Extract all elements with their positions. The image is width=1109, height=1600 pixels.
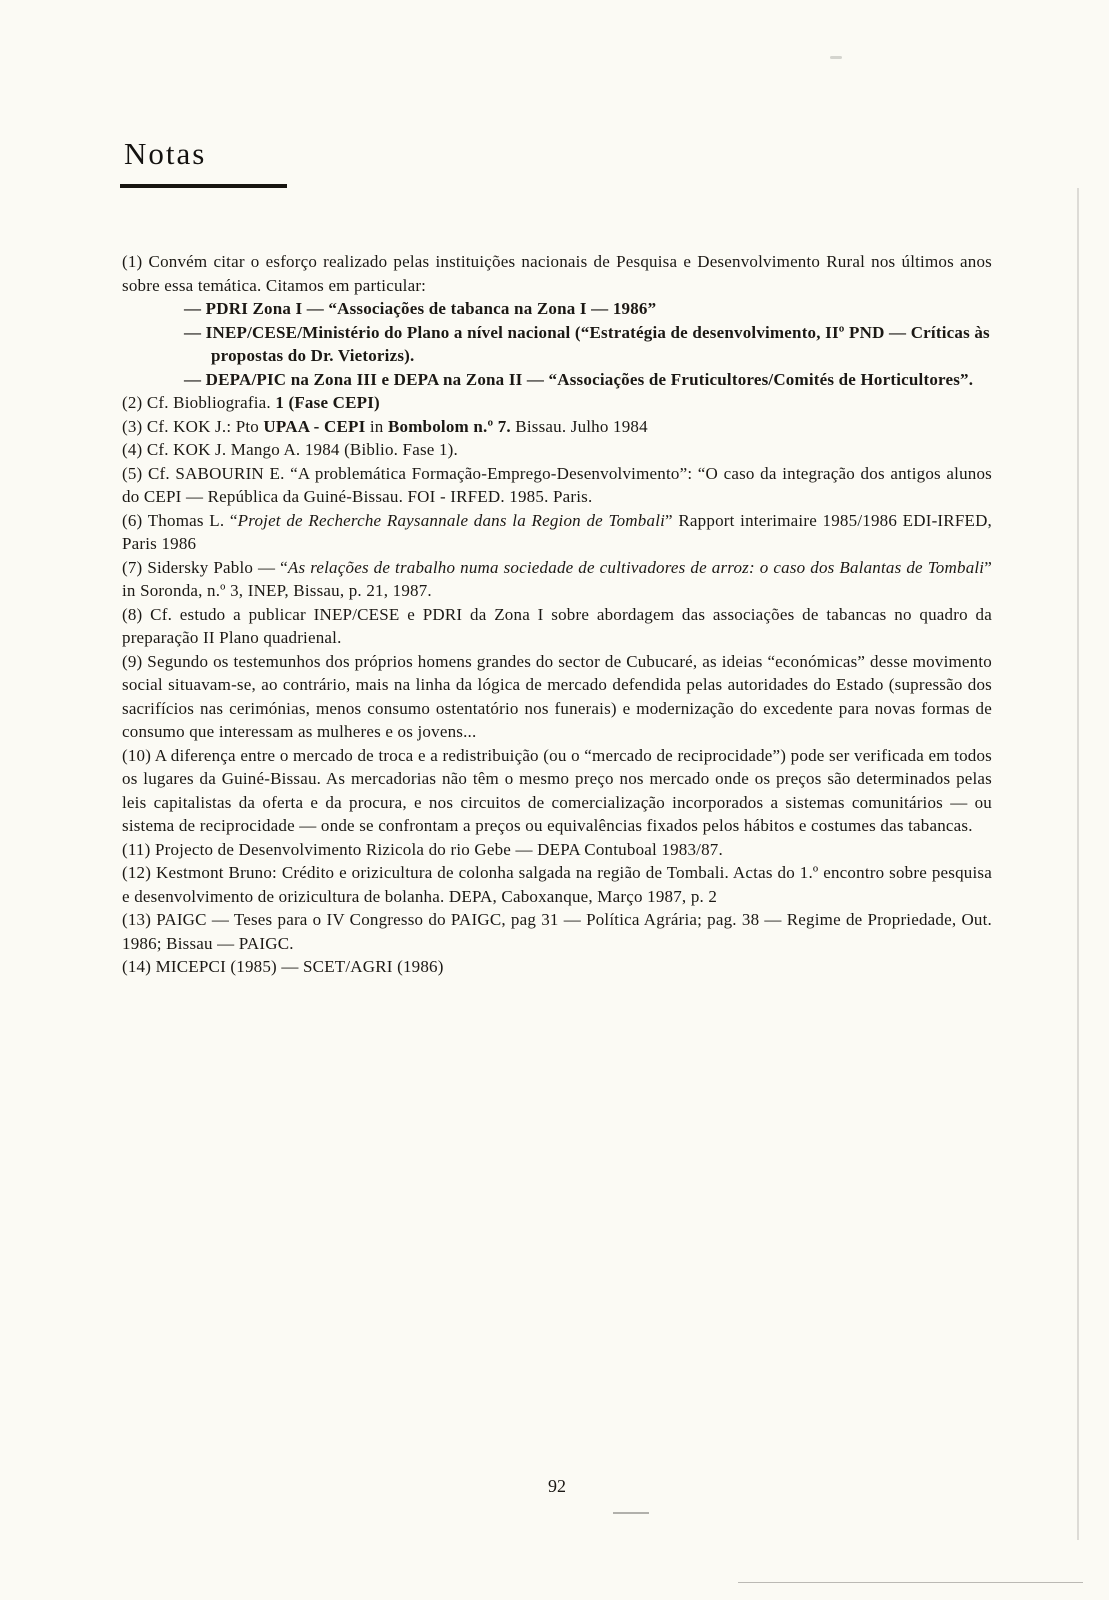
note-block xyxy=(184,321,992,368)
note-block xyxy=(184,297,992,321)
note-block xyxy=(122,955,992,979)
note-block xyxy=(122,861,992,908)
note-text-segment: ” Rapport interimaire 1985/1986 EDI-IRFED, Paris 1986 xyxy=(122,510,993,553)
note-block xyxy=(122,744,992,838)
note-block xyxy=(122,438,992,462)
note-text-segment: As relações de trabalho numa sociedade de cultivadores de arroz: o caso dos Balantas de Tombali xyxy=(287,557,985,577)
note-block xyxy=(122,391,992,415)
note-text-segment: Bissau. Julho 1984 xyxy=(510,416,648,436)
note-block xyxy=(184,368,992,392)
note-text-segment: — DEPA/PIC na Zona III e DEPA na Zona II — “Associações de Fruticultores/Comités de Horticultores”. xyxy=(184,369,974,389)
note-text-segment: (11) Projecto de Desenvolvimento Rizicola do rio Gebe — DEPA Contuboal 1983/87. xyxy=(122,839,723,859)
note-text-segment: (14) MICEPCI (1985) — SCET/AGRI (1986) xyxy=(122,957,444,976)
note-text-segment: (7) Sidersky Pablo — “ xyxy=(122,557,288,577)
note-text-segment: (5) Cf. SABOURIN E. “A problemática Formação-Emprego-Desenvolvimento”: “O caso da integração dos antigos alunos do CEPI — República da Guiné-Bissau. FOI - IRFED. 1985. Paris. xyxy=(122,463,992,506)
note-block xyxy=(122,838,992,862)
note-text-segment: — INEP/CESE/Ministério do Plano a nível nacional (“Estratégia de desenvolvimento, IIº PND — Críticas às propostas do Dr. Vietorizs). xyxy=(184,322,990,365)
note-text-segment: (1) Convém citar o esforço realizado pelas instituições nacionais de Pesquisa e Desenvolvimento Rural nos últimos anos sobre essa temática. Citamos em particular: xyxy=(122,252,992,295)
note-text-segment: (2) Cf. Biobliografia. xyxy=(122,393,276,412)
scan-artifact-vertical-line xyxy=(1077,188,1079,1540)
note-block xyxy=(122,250,992,297)
note-text-segment: in xyxy=(365,416,388,436)
note-text-segment: (9) Segundo os testemunhos dos próprios homens grandes do sector de Cubucaré, as ideias “económicas” desse movimento social situavam-se, ao contrário, mais na linha da lógica de mercado defendida pelas autoridades do Estado (supressão dos sacrifícios nas cerimónias, menos consumo ostentatório nos funerais) e modernização do excedente para novas formas de consumo que interessam as mulheres e os jovens... xyxy=(122,651,992,741)
note-text-segment: Projet de Recherche Raysannale dans la Region de Tombali xyxy=(237,510,666,530)
note-text-segment: (4) Cf. KOK J. Mango A. 1984 (Biblio. Fase 1). xyxy=(122,440,458,459)
note-text-segment: (10) A diferença entre o mercado de troca e a redistribuição (ou o “mercado de reciprocidade”) pode ser verificada em todos os lugares da Guiné-Bissau. As mercadorias não têm o mesmo preço nos mercado onde os preços são determinados pelas leis capitalistas da oferta e da procura, e nos circuitos de comercialização incorporados a sistemas comunitários — ou sistema de reciprocidade — onde se confrontam a preços ou equivalências fixados pelos hábitos e costumes das tabancas. xyxy=(122,745,992,835)
note-block xyxy=(122,603,992,650)
page-number: 92 xyxy=(548,1476,566,1496)
note-block xyxy=(122,556,992,603)
note-block xyxy=(122,908,992,955)
note-block xyxy=(122,415,992,439)
scan-artifact-dash xyxy=(613,1512,649,1514)
note-block xyxy=(122,462,992,509)
scan-artifact-bottom-line xyxy=(738,1582,1083,1583)
note-text-segment: (12) Kestmont Bruno: Crédito e orizicultura de colonha salgada na região de Tombali. Actas do 1.º encontro sobre pesquisa e desenvolvimento de orizicultura de bolanha. DEPA, Caboxanque, Março 1987, p. 2 xyxy=(122,863,992,906)
title-underline xyxy=(120,184,287,188)
note-block xyxy=(122,650,992,744)
note-text-segment: (3) Cf. KOK J.: Pto xyxy=(122,416,264,436)
note-text-segment: (6) Thomas L. “ xyxy=(122,510,238,530)
page-title: Notas xyxy=(124,136,207,171)
note-text-segment: 1 (Fase CEPI) xyxy=(275,393,380,412)
note-text-segment: ” in Soronda, n.º 3, INEP, Bissau, p. 21, 1987. xyxy=(122,557,992,600)
scan-artifact-speck xyxy=(830,56,842,59)
note-text-segment: (8) Cf. estudo a publicar INEP/CESE e PDRI da Zona I sobre abordagem das associações de tabancas no quadro da preparação II Plano quadrienal. xyxy=(122,604,992,647)
note-text-segment: Bombolom n.º 7. xyxy=(387,416,511,436)
note-text-segment: — PDRI Zona I — “Associações de tabanca na Zona I — 1986” xyxy=(184,299,657,318)
note-text-segment: (13) PAIGC — Teses para o IV Congresso do PAIGC, pag 31 — Política Agrária; pag. 38 — Regime de Propriedade, Out. 1986; Bissau — PAIGC. xyxy=(122,910,992,953)
note-text-segment: UPAA - CEPI xyxy=(263,416,366,436)
note-block xyxy=(122,509,992,556)
notes-list xyxy=(122,250,992,979)
